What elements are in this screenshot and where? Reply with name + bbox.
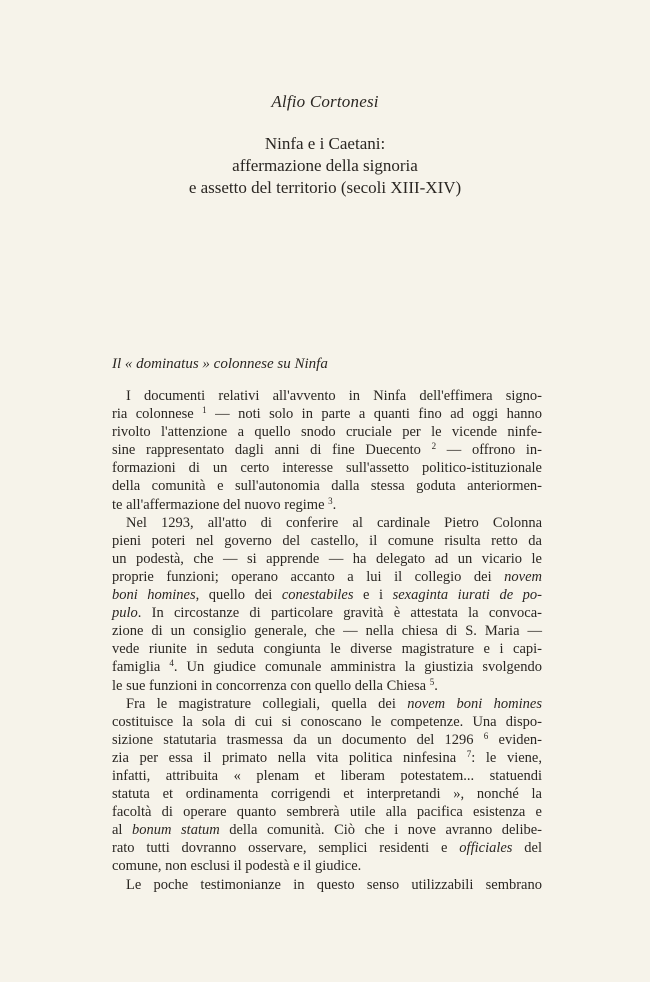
section-heading: Il « dominatus » colonnese su Ninfa [112, 356, 328, 372]
text-run: Le poche testimonianze in questo senso utilizzabili sembrano [126, 876, 542, 893]
footnote-ref: 6 [483, 730, 489, 741]
text-line [112, 731, 542, 749]
footnote-ref: 3 [328, 495, 333, 506]
text-run: comune, non esclusi il podestà e il giudice. [112, 858, 362, 875]
text-run: . Un giudice comunale amministra la giustizia svolgendo [173, 659, 542, 676]
italic-text: novem boni homines [407, 695, 542, 712]
italic-text: boni homines [112, 587, 196, 604]
text-line [112, 423, 542, 441]
text-run: del [512, 840, 543, 857]
text-run: te all'affermazione del nuovo regime [112, 496, 329, 513]
text-run: della comunità e sull'autonomia dalla stessa goduta anteriormen- [112, 478, 542, 495]
text-run: zia per essa il primato nella vita politica ninfesina [112, 749, 467, 766]
text-line [112, 550, 542, 568]
italic-text: officiales [459, 840, 513, 857]
text-line [112, 459, 542, 477]
text-line [112, 496, 542, 514]
text-run: e i [353, 587, 393, 604]
text-run: — offrono in- [436, 442, 542, 459]
text-line [112, 604, 542, 622]
text-line [112, 713, 542, 731]
paragraph [112, 387, 542, 514]
text-line [112, 658, 542, 676]
text-run: — noti solo in parte a quanti fino ad oggi hanno [206, 406, 542, 423]
text-line [112, 405, 542, 423]
paragraph [112, 876, 542, 894]
text-run: , quello dei [195, 587, 282, 604]
body-text [112, 387, 542, 894]
text-run: al [112, 822, 133, 839]
text-run: eviden- [488, 731, 542, 748]
text-run: le sue funzioni in concorrenza con quello della Chiesa [112, 677, 430, 694]
text-run: ria colonnese [112, 406, 203, 423]
text-run: I documenti relativi all'avvento in Ninfa dell'effimera signo- [126, 388, 542, 404]
text-line [112, 586, 542, 604]
text-run: sine rappresentato dagli anni di fine Duecento [112, 442, 432, 459]
article-title [0, 133, 650, 199]
footnote-ref: 5 [429, 676, 435, 687]
paragraph [112, 695, 542, 876]
text-line [112, 387, 542, 405]
text-run: costituisce la sola di cui si conoscano le competenze. Una dispo- [112, 713, 542, 730]
text-run: proprie funzioni; operano accanto a lui il collegio dei [112, 568, 505, 585]
text-run: . [332, 496, 337, 513]
italic-text: pulo [112, 605, 138, 622]
text-run: infatti, attribuita « plenam et liberam potestatem... statuendi [112, 767, 542, 784]
text-line [112, 477, 542, 495]
text-run: rato tutti dovranno osservare, semplici residenti e [112, 840, 460, 857]
text-run: facoltà di operare quanto sembrerà utile alla pacifica esistenza e [112, 804, 542, 821]
text-line [112, 514, 542, 532]
text-run: sizione statutaria trasmessa da un documento del 1296 [112, 731, 484, 748]
text-line [112, 839, 542, 857]
text-line [112, 441, 542, 459]
text-line [112, 803, 542, 821]
text-run: formazioni di un certo interesse sull'assetto politico-istituzionale [112, 460, 542, 477]
text-run: Fra le magistrature collegiali, quella dei [126, 695, 408, 712]
text-line [112, 677, 542, 695]
paragraph [112, 514, 542, 695]
text-run: pieni poteri nel governo del castello, il comune risulta retto da [112, 532, 542, 549]
text-run: . [434, 677, 438, 694]
text-run: statuta et ordinamenta corrigendi et interpretandi », nonché la [112, 786, 542, 803]
footnote-ref: 1 [202, 405, 207, 416]
text-line [112, 695, 542, 713]
title-line-2: affermazione della signoria [232, 156, 418, 175]
text-run: . In circostanze di particolare gravità è attestata la convoca- [137, 605, 542, 622]
text-line [112, 749, 542, 767]
author-name: Alfio Cortonesi [271, 92, 379, 111]
text-line [112, 622, 542, 640]
text-run: zione di un consiglio generale, che — nella chiesa di S. Maria — [112, 623, 542, 640]
text-run: : le viene, [471, 749, 542, 766]
text-run: della comunità. Ciò che i nove avranno delibe- [219, 822, 542, 839]
footnote-ref: 2 [431, 441, 437, 452]
text-run: rivolto l'attenzione a quello snodo cruciale per le vicende ninfe- [112, 424, 542, 441]
text-line [112, 785, 542, 803]
italic-text: bonum statum [132, 822, 220, 839]
text-run: famiglia [112, 659, 170, 676]
text-line [112, 876, 542, 894]
text-line [112, 821, 542, 839]
text-line [112, 857, 542, 875]
title-line-1: Ninfa e i Caetani: [264, 134, 386, 153]
text-line [112, 767, 542, 785]
text-run: un podestà, che — si apprende — ha delegato ad un vicario le [112, 550, 542, 567]
text-line [112, 568, 542, 586]
title-line-3: e assetto del territorio (secoli XIII-XIV) [188, 178, 462, 197]
italic-text: sexaginta iurati de po- [392, 587, 542, 604]
text-run: vede riunite in seduta congiunta le diverse magistrature e i capi- [112, 641, 542, 658]
italic-text: conestabiles [281, 587, 354, 604]
footnote-ref: 4 [169, 658, 174, 669]
footnote-ref: 7 [466, 748, 472, 759]
text-line [112, 640, 542, 658]
italic-text: novem [504, 568, 542, 585]
text-run: Nel 1293, all'atto di conferire al cardinale Pietro Colonna [126, 514, 542, 531]
text-line [112, 532, 542, 550]
